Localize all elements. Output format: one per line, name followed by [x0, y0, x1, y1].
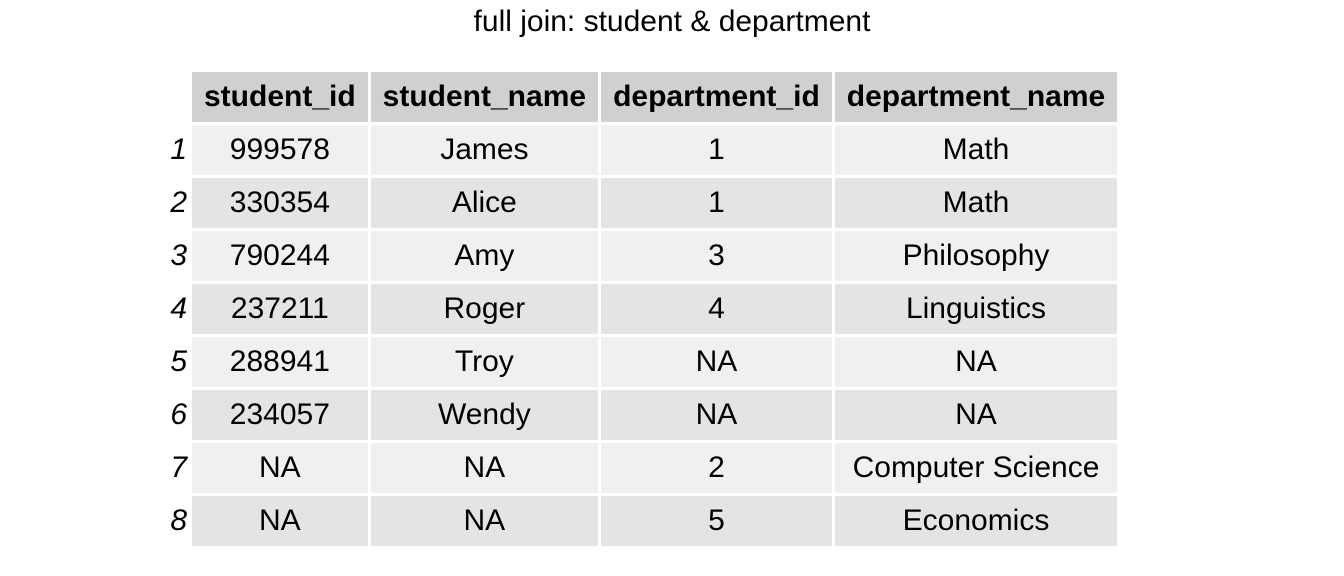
cell-student-id: 999578 [192, 125, 368, 175]
table-row [165, 231, 1117, 281]
column-header-student-id: student_id [192, 72, 368, 122]
cell-student-id: 234057 [192, 390, 368, 440]
cell-student-id: 237211 [192, 284, 368, 334]
table-row [165, 496, 1117, 546]
row-index: 2 [170, 186, 187, 219]
cell-department-id: 1 [601, 125, 832, 175]
column-header-department-name: department_name [835, 72, 1117, 122]
cell-department-name: NA [835, 390, 1117, 440]
cell-department-name: Math [835, 125, 1117, 175]
cell-department-name: NA [835, 337, 1117, 387]
row-index: 7 [170, 451, 187, 484]
cell-department-name: Computer Science [835, 443, 1117, 493]
table-row [165, 337, 1117, 387]
column-header-student-name: student_name [371, 72, 598, 122]
cell-student-name: Amy [371, 231, 598, 281]
row-index: 8 [170, 504, 187, 537]
row-index: 6 [170, 398, 187, 431]
column-header-department-id: department_id [601, 72, 832, 122]
row-index: 3 [170, 239, 187, 272]
cell-student-name: NA [371, 443, 598, 493]
cell-student-name: Troy [371, 337, 598, 387]
cell-department-name: Philosophy [835, 231, 1117, 281]
cell-department-id: 3 [601, 231, 832, 281]
cell-department-id: 2 [601, 443, 832, 493]
row-index: 4 [170, 292, 187, 325]
cell-department-id: NA [601, 337, 832, 387]
cell-department-id: NA [601, 390, 832, 440]
corner-cell [165, 72, 189, 122]
cell-student-name: James [371, 125, 598, 175]
cell-department-name: Linguistics [835, 284, 1117, 334]
table-row [165, 178, 1117, 228]
cell-student-name: Roger [371, 284, 598, 334]
header-row [165, 72, 1117, 122]
cell-department-id: 5 [601, 496, 832, 546]
table-title: full join: student & department [473, 5, 871, 38]
cell-student-id: 330354 [192, 178, 368, 228]
cell-department-id: 4 [601, 284, 832, 334]
table-row [165, 284, 1117, 334]
cell-student-id: NA [192, 443, 368, 493]
cell-student-id: NA [192, 496, 368, 546]
cell-student-name: Alice [371, 178, 598, 228]
row-index: 5 [170, 345, 187, 378]
table-row [165, 125, 1117, 175]
cell-student-name: NA [371, 496, 598, 546]
cell-department-id: 1 [601, 178, 832, 228]
data-table [162, 69, 1120, 549]
table-row [165, 390, 1117, 440]
cell-student-name: Wendy [371, 390, 598, 440]
table-row [165, 443, 1117, 493]
cell-department-name: Math [835, 178, 1117, 228]
row-index: 1 [170, 133, 187, 166]
cell-student-id: 288941 [192, 337, 368, 387]
cell-student-id: 790244 [192, 231, 368, 281]
cell-department-name: Economics [835, 496, 1117, 546]
